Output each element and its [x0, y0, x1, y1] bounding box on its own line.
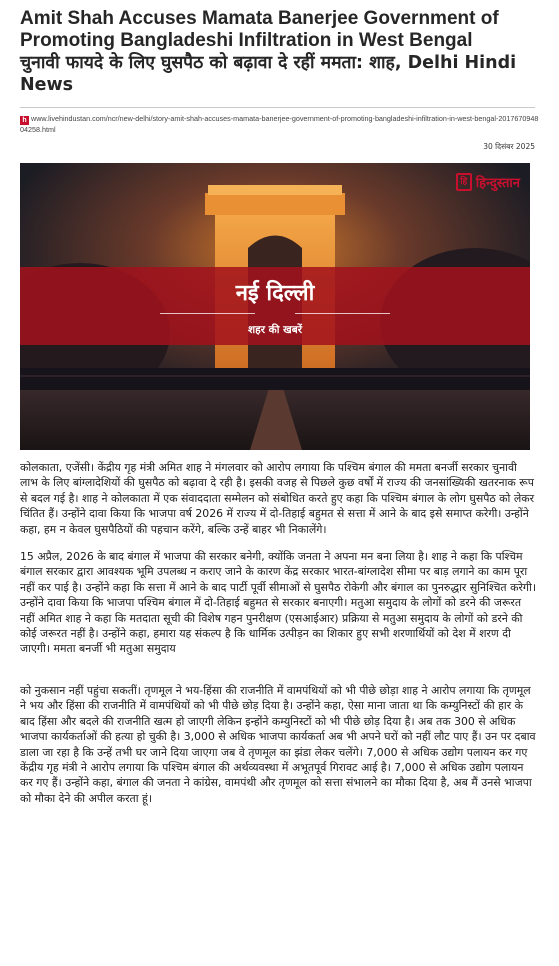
banner-divider-right: [295, 313, 390, 314]
hero-image: [20, 163, 530, 450]
livehindustan-favicon-icon: h: [20, 116, 29, 125]
title-divider: [20, 107, 535, 108]
article-title-english: Amit Shah Accuses Mamata Banerjee Government of Promoting Bangladeshi Infiltration in West Bengal: [20, 8, 499, 51]
hindustan-logo: [456, 171, 520, 193]
article-title: [20, 8, 545, 96]
article-paragraph: कोलकाता, एजेंसी। केंद्रीय गृह मंत्री अमित शाह ने मंगलवार को आरोप लगाया कि पश्चिम बंगाल की ममता बनर्जी सरकार चुनावी लाभ के लिए बांग्लादेशियों की घुसपैठ को बढ़ावा दे रही है। इसकी वजह से पिछले कुछ वर्षों में राज्य की जनसांख्यिकी खतरनाक रूप से बदल गई है। शाह ने कोलकाता में एक संवाददाता सम्मेलन को संबोधित करते हुए कहा कि पश्चिम बंगाल के लोग घुसपैठ को लेकर चिंतित हैं। उन्होंने दावा किया कि भाजपा वर्ष 2026 में राज्य में दो-तिहाई बहुमत से सत्ता में आने के बाद इसे समाप्त करेगी। उन्होंने कहा, हम न केवल घुसपैठियों की पहचान करेंगे, बल्कि उन्हें बाहर भी निकालेंगे।: [20, 461, 535, 536]
banner-divider-left: [160, 313, 255, 314]
source-url-link[interactable]: www.livehindustan.com/ncr/new-delhi/story-amit-shah-accuses-mamata-banerjee-government-of-promoting-bangladeshi-infiltration-in-west-bengal-201767094804258.html: [20, 114, 539, 134]
city-subtitle: शहर की खबरें: [248, 324, 302, 336]
article-body: [20, 460, 536, 818]
city-name: नई दिल्ली: [235, 281, 315, 306]
publish-date: 30 दिसंबर 2025: [483, 142, 535, 151]
hindustan-logo-icon: हि: [456, 173, 472, 191]
article-paragraph: 15 अप्रैल, 2026 के बाद बंगाल में भाजपा की सरकार बनेगी, क्योंकि जनता ने अपना मन बना लिया है। शाह ने कहा कि पश्चिम बंगाल सरकार द्वारा आवश्यक भूमि उपलब्ध न कराए जाने के कारण केंद्र सरकार भारत-बांग्लादेश सीमा पर बाड़ लगाने का काम पूरा नहीं कर पाई है। उन्होंने कहा कि सत्ता में आने के बाद पार्टी पूर्वी सीमाओं से घुसपैठ रोकेगी और बंगाल का पुनरुद्धार सुनिश्चित करेगी। उन्होंने दावा किया कि भाजपा पश्चिम बंगाल में दो-तिहाई बहुमत से सरकार बनाएगी। मतुआ समुदाय के लोगों को डरने की जरूरत नहीं अमित शाह ने कहा कि मतदाता सूची की विशेष गहन पुनरीक्षण (एसआईआर) प्रक्रिया से मतुआ समुदाय के लोगों को डरने की कोई जरूरत नहीं है। उन्होंने कहा, हमारा यह संकल्प है कि धार्मिक उत्पीड़न का शिकार हुए सभी शरणार्थियों को देश में शरण दी जाएगी। ममता बनर्जी भी मतुआ समुदाय: [20, 550, 537, 656]
article-paragraph: को नुकसान नहीं पहुंचा सकतीं। तृणमूल ने भय-हिंसा की राजनीति में वामपंथियों को भी पीछे छोड़ा शाह ने आरोप लगाया कि तृणमूल ने भय और हिंसा की राजनीति में वामपंथियों को भी पीछे छोड़ दिया है। उन्होंने कहा, ऐसा माना जाता था कि कम्युनिस्टों की हार के बाद हिंसा और बदले की राजनीति खत्म हो जाएगी लेकिन इन्होंने कम्युनिस्टों को भी पीछे छोड़ दिया है। अब तक 300 से अधिक भाजपा कार्यकर्ताओं की हत्या हो चुकी है। 3,000 से अधिक भाजपा कार्यकर्ता अब भी अपने घरों को नहीं लौट पाए हैं। उन पर दबाव डाला जा रहा है कि उन्हें तभी घर जाने दिया जाएगा जब वे तृणमूल का झंडा लेकर चलेंगे। 7,000 से अधिक उद्योग पलायन कर गए केंद्रीय गृह मंत्री ने आरोप लगाया कि पश्चिम बंगाल की अर्थव्यवस्था में अभूतपूर्व गिरावट आई है। 7,000 से अधिक उद्योग पलायन कर गए हैं। उन्होंने कहा, बंगाल की जनता ने कांग्रेस, वामपंथी और तृणमूल को सत्ता संभालने का मौका दिया है, अब मैं उनसे भाजपा को मौका देने की अपील करता हूं।: [20, 683, 536, 805]
article-title-hindi: चुनावी फायदे के लिए घुसपैठ को बढ़ावा दे रहीं ममता: शाह, Delhi Hindi News: [20, 53, 517, 95]
source-line: [20, 114, 540, 135]
hindustan-logo-text: हिन्दुस्तान: [475, 176, 520, 191]
